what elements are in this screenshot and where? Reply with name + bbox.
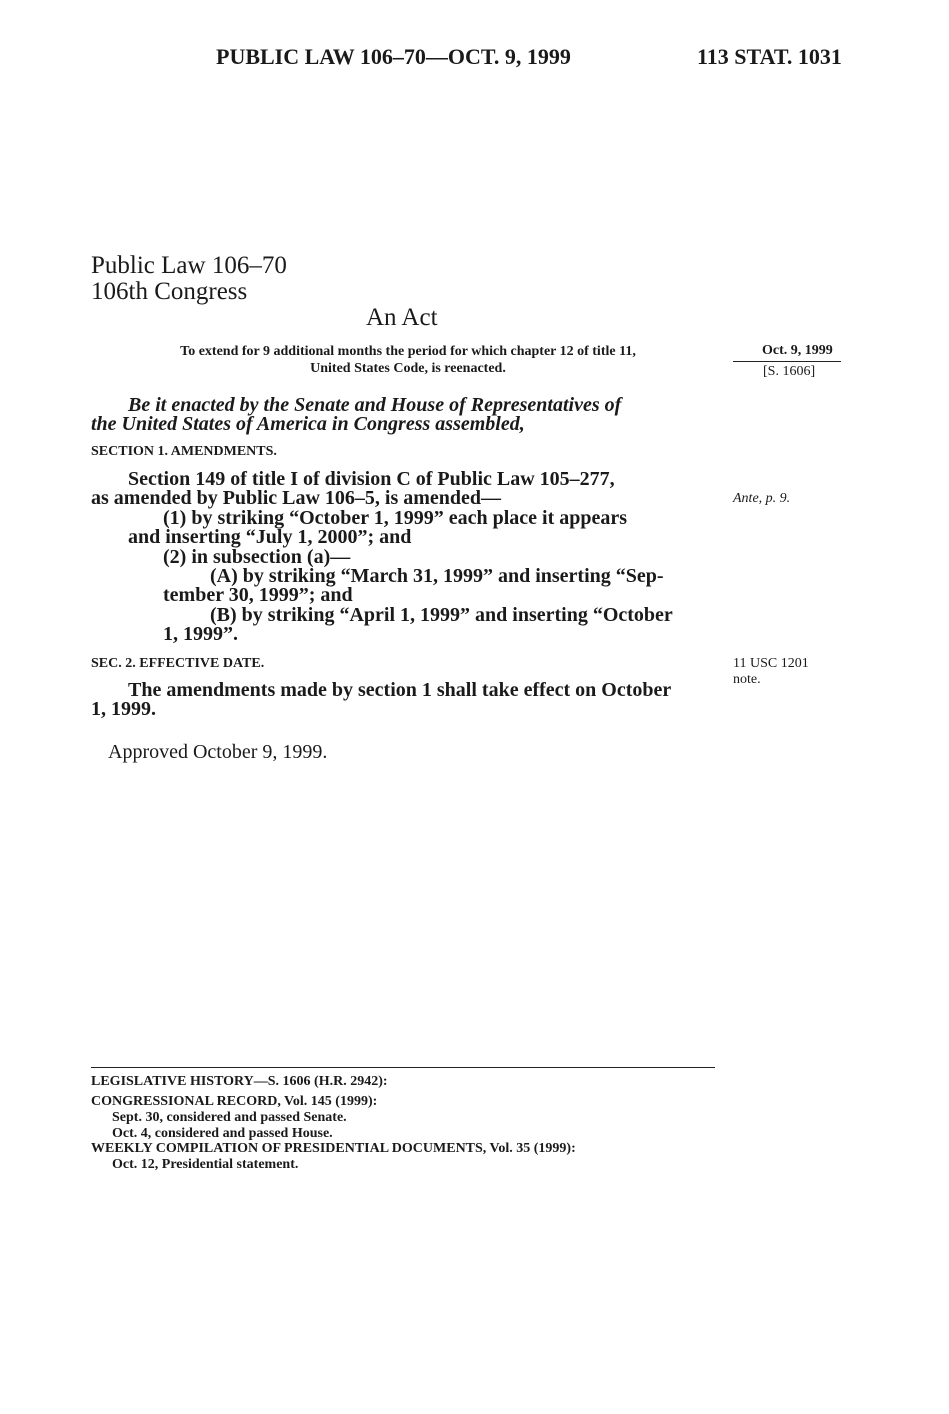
congress-title: 106th Congress: [91, 278, 248, 305]
section-1-line: as amended by Public Law 106–5, is amended—: [91, 487, 502, 509]
margin-rule: [733, 361, 841, 362]
section-1-line: Section 149 of title I of division C of Public Law 105–277,: [128, 468, 615, 490]
history-line: WEEKLY COMPILATION OF PRESIDENTIAL DOCUMENTS, Vol. 35 (1999):: [91, 1141, 576, 1156]
margin-ante-note: Ante, p. 9.: [733, 491, 791, 506]
enacting-clause-line-1: Be it enacted by the Senate and House of Representatives of: [128, 394, 622, 416]
law-number-title: Public Law 106–70: [91, 252, 287, 279]
history-line: Oct. 12, Presidential statement.: [112, 1157, 299, 1172]
section-1-line: (B) by striking “April 1, 1999” and inserting “October: [210, 604, 673, 626]
section-1-line: (1) by striking “October 1, 1999” each place it appears: [163, 507, 628, 529]
section-1-line: and inserting “July 1, 2000”; and: [128, 526, 412, 548]
enacting-clause-line-2: the United States of America in Congress assembled,: [91, 413, 525, 435]
history-line: CONGRESSIONAL RECORD, Vol. 145 (1999):: [91, 1094, 378, 1109]
section-1-line: tember 30, 1999”; and: [163, 584, 353, 606]
margin-date: Oct. 9, 1999: [762, 343, 833, 358]
section-1-line: (2) in subsection (a)—: [163, 546, 351, 568]
purpose-line-2: United States Code, is reenacted.: [310, 361, 506, 376]
margin-bill-number: [S. 1606]: [763, 364, 816, 379]
section-1-line: 1, 1999”.: [163, 623, 238, 645]
legislative-history-heading: LEGISLATIVE HISTORY—S. 1606 (H.R. 2942):: [91, 1074, 388, 1089]
section-2-line-1: The amendments made by section 1 shall take effect on October: [128, 679, 672, 701]
section-1-line: (A) by striking “March 31, 1999” and inserting “Sep-: [210, 565, 664, 587]
margin-usc-note-line-1: 11 USC 1201: [733, 656, 809, 671]
running-head: PUBLIC LAW 106–70—OCT. 9, 1999: [216, 44, 571, 69]
section-2-heading: SEC. 2. EFFECTIVE DATE.: [91, 656, 265, 671]
act-heading: An Act: [366, 304, 438, 331]
section-2-line-2: 1, 1999.: [91, 698, 156, 720]
history-line: Sept. 30, considered and passed Senate.: [112, 1110, 347, 1125]
history-line: Oct. 4, considered and passed House.: [112, 1126, 333, 1141]
stat-page-number: 113 STAT. 1031: [697, 44, 842, 69]
approval-date: Approved October 9, 1999.: [108, 741, 328, 763]
purpose-line-1: To extend for 9 additional months the period for which chapter 12 of title 11,: [180, 344, 636, 359]
margin-usc-note-line-2: note.: [733, 672, 761, 687]
purpose-clause: [108, 343, 708, 377]
footnote-rule: [91, 1067, 715, 1068]
section-1-heading: SECTION 1. AMENDMENTS.: [91, 444, 277, 459]
